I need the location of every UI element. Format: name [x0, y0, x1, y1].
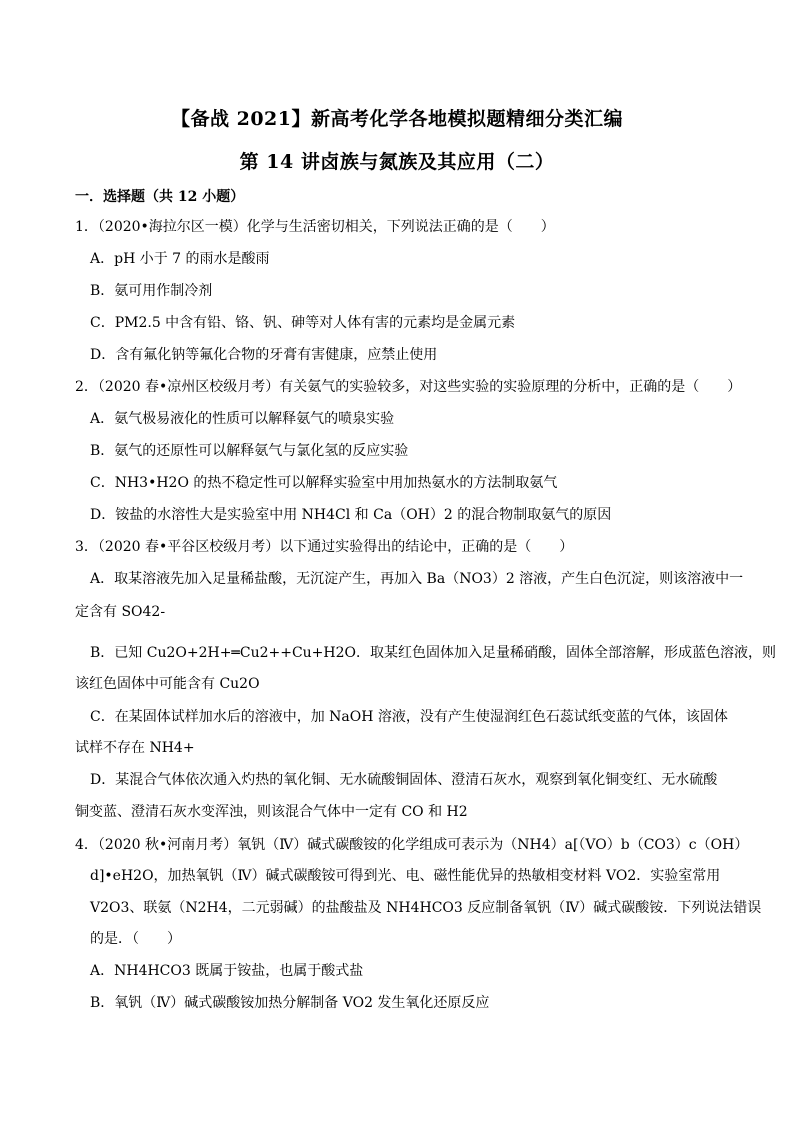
question-2-option-d: D．铵盐的水溶性大是实验室中用 NH4Cl 和 Ca（OH）2 的混合物制取氨气的原因 — [90, 507, 612, 523]
question-3-option-d-line1: D．某混合气体依次通入灼热的氧化铜、无水硫酸铜固体、澄清石灰水，观察到氧化铜变红、无水硫酸 — [90, 772, 718, 788]
document-subtitle: 第 14 讲卤族与氮族及其应用（二） — [239, 151, 555, 173]
question-1-stem: 1．（2020•海拉尔区一模）化学与生活密切相关，下列说法正确的是（ ） — [75, 219, 555, 235]
question-2-option-b: B．氨气的还原性可以解释氨气与氯化氢的反应实验 — [90, 443, 409, 459]
question-2-option-c: C．NH3•H2O 的热不稳定性可以解释实验室中用加热氨水的方法制取氨气 — [90, 475, 558, 491]
question-3-option-b-line1: B．已知 Cu2O+2H+═Cu2++Cu+H2O．取某红色固体加入足量稀硝酸，固体全部溶解，形成蓝色溶液，则 — [90, 645, 777, 661]
question-3-stem: 3．（2020 春•平谷区校级月考）以下通过实验得出的结论中，正确的是（ ） — [75, 539, 574, 555]
question-3-option-b-line2: 该红色固体中可能含有 Cu2O — [75, 676, 260, 692]
section-heading: 一．选择题（共 12 小题） — [75, 189, 245, 205]
document-title: 【备战 2021】新高考化学各地模拟题精细分类汇编 — [171, 108, 623, 130]
question-4-option-a: A．NH4HCO3 既属于铵盐，也属于酸式盐 — [90, 963, 364, 979]
question-1-option-c: C．PM2.5 中含有铅、铬、钒、砷等对人体有害的元素均是金属元素 — [90, 315, 516, 331]
question-1-option-a: A．pH 小于 7 的雨水是酸雨 — [90, 251, 270, 267]
question-3-option-a-line1: A．取某溶液先加入足量稀盐酸，无沉淀产生，再加入 Ba（NO3）2 溶液，产生白色沉淀，则该溶液中一 — [90, 571, 744, 587]
question-4-stem-line4: 的是．（ ） — [90, 931, 181, 947]
question-3-option-d-line2: 铜变蓝、澄清石灰水变浑浊，则该混合气体中一定有 CO 和 H2 — [75, 804, 468, 820]
question-1-option-d: D．含有氟化钠等氟化合物的牙膏有害健康，应禁止使用 — [90, 347, 438, 363]
question-3-option-c-line2: 试样不存在 NH4+ — [75, 740, 195, 756]
question-2-option-a: A．氨气极易液化的性质可以解释氨气的喷泉实验 — [90, 411, 395, 427]
question-1-option-b: B．氨可用作制冷剂 — [90, 283, 213, 299]
question-3-option-a-line2: 定含有 SO42- — [75, 604, 166, 620]
question-4-stem-line1: 4．（2020 秋•河南月考）氧钒（Ⅳ）碱式碳酸铵的化学组成可表示为（NH4）a[（VO）b（CO3）c（OH） — [75, 837, 749, 853]
question-3-option-c-line1: C．在某固体试样加水后的溶液中，加 NaOH 溶液，没有产生使湿润红色石蕊试纸变蓝的气体，该固体 — [90, 709, 728, 725]
question-4-stem-line3: V2O3、联氨（N2H4，二元弱碱）的盐酸盐及 NH4HCO3 反应制备氧钒（Ⅳ）碱式碳酸铵．下列说法错误 — [90, 900, 762, 916]
question-4-stem-line2: d]•eH2O，加热氧钒（Ⅳ）碱式碳酸铵可得到光、电、磁性能优异的热敏相变材料 VO2．实验室常用 — [90, 868, 721, 884]
question-4-option-b: B．氧钒（Ⅳ）碱式碳酸铵加热分解制备 VO2 发生氧化还原反应 — [90, 995, 490, 1011]
question-2-stem: 2．（2020 春•凉州区校级月考）有关氨气的实验较多，对这些实验的实验原理的分析中，正确的是（ ） — [75, 379, 742, 395]
